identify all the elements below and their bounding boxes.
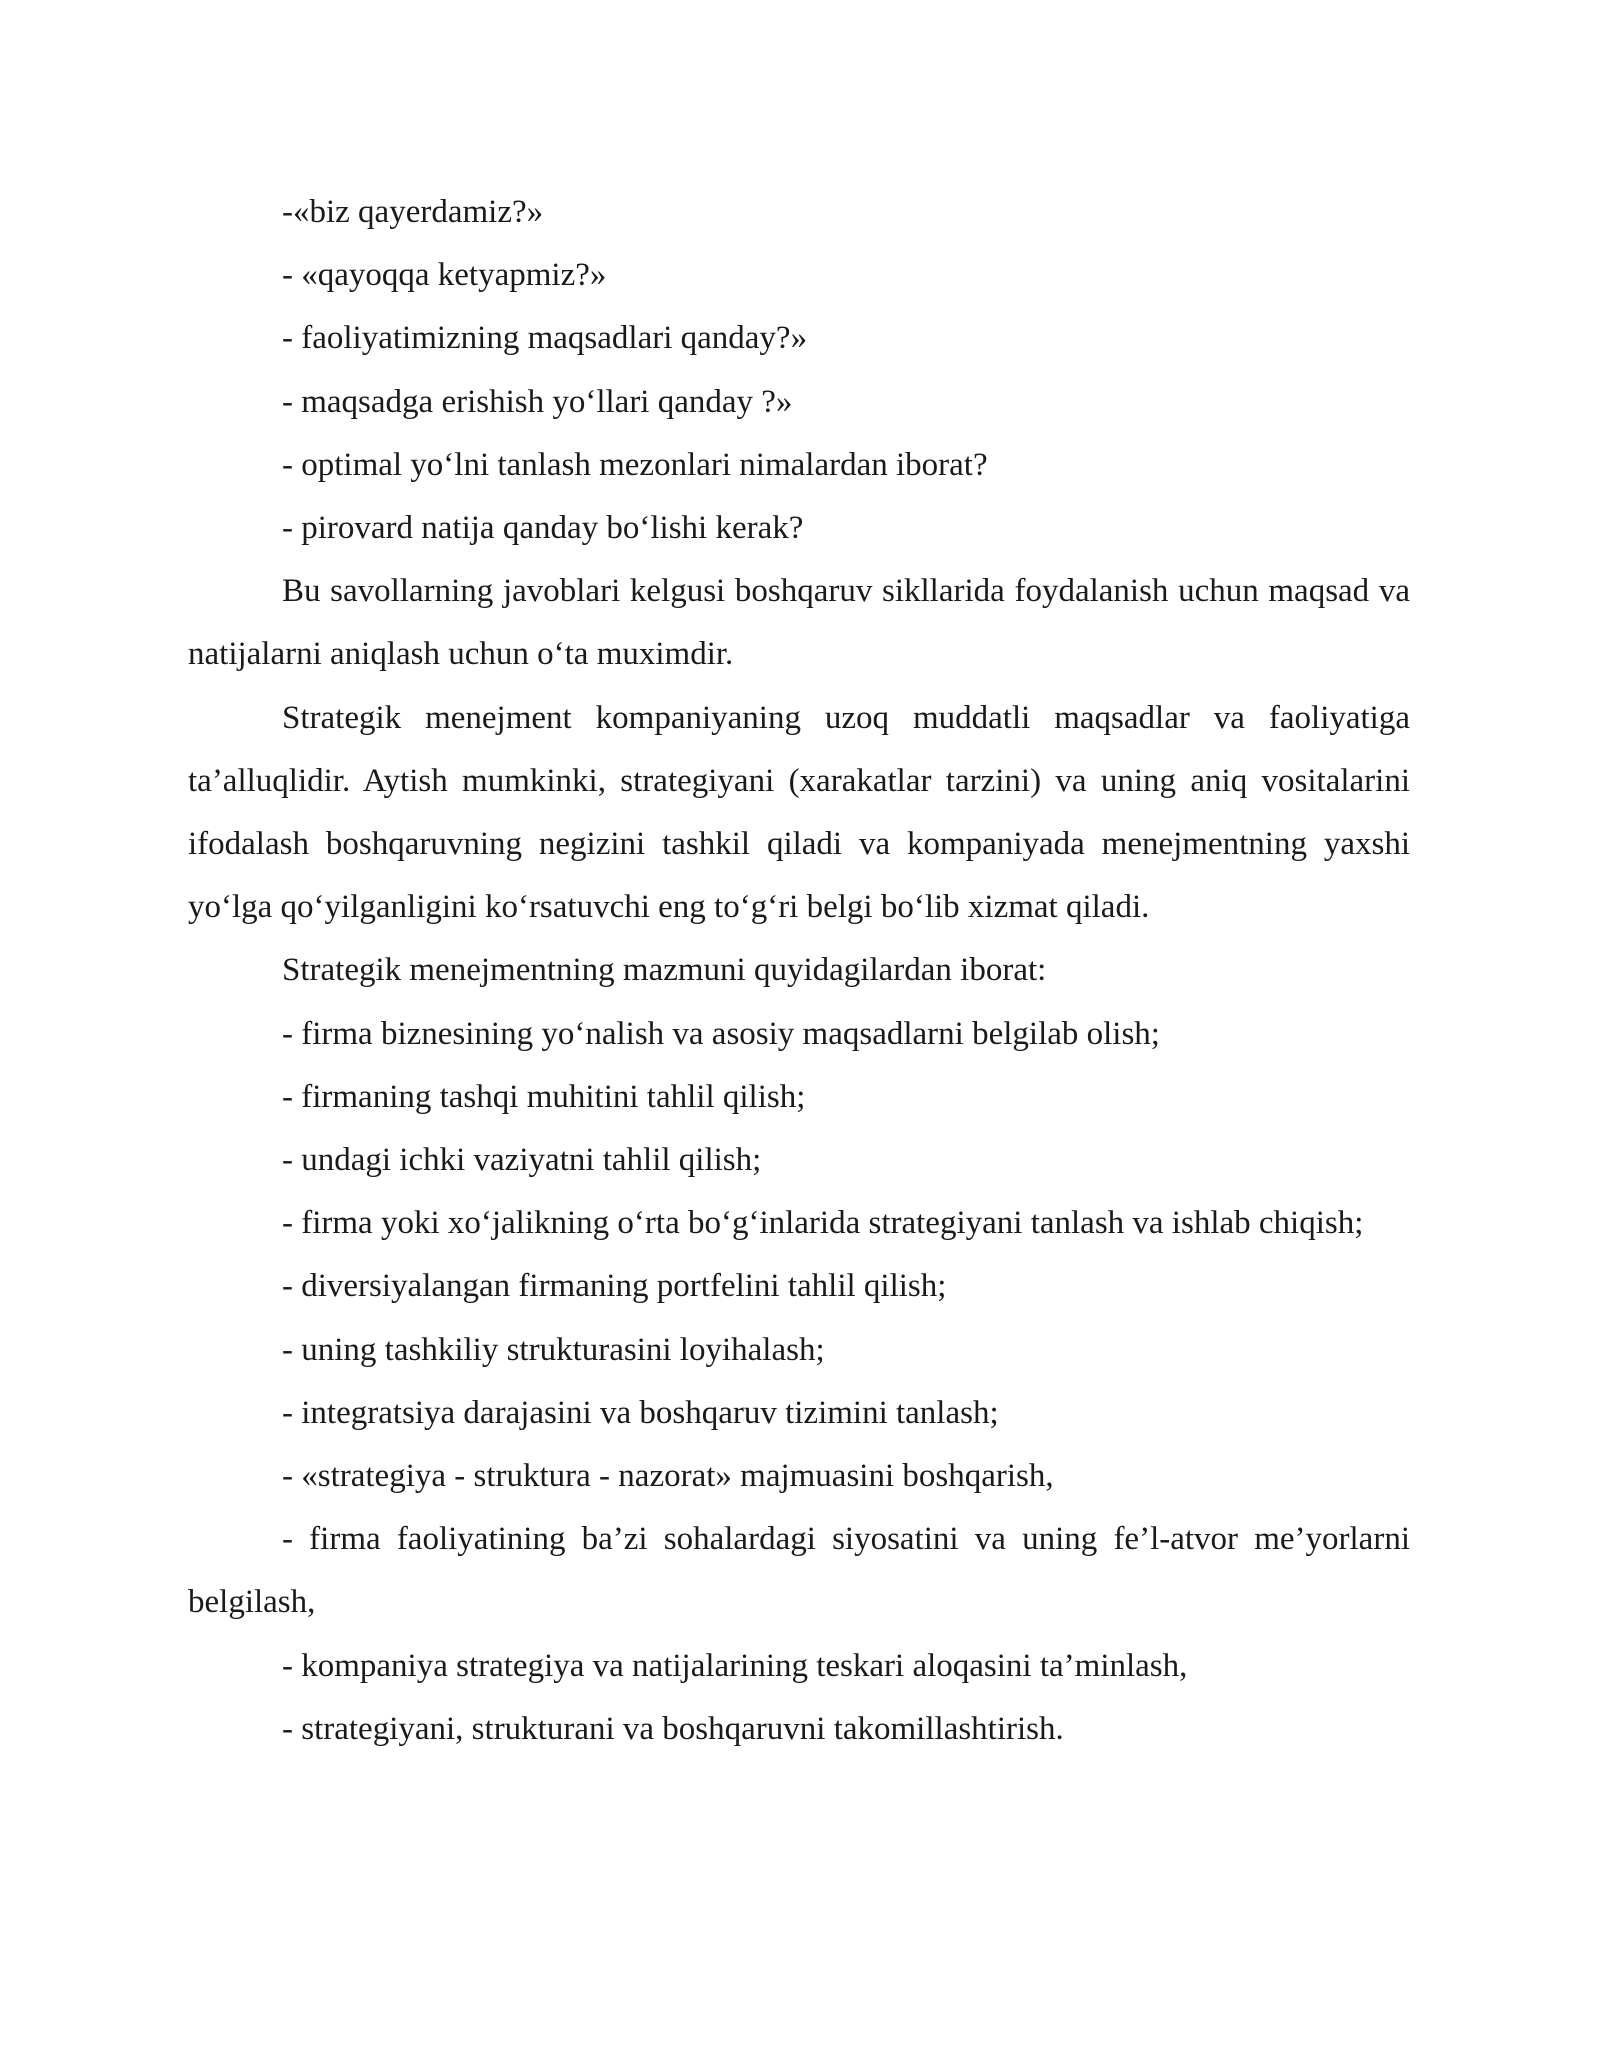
paragraph-content-intro: Strategik menejmentning mazmuni quyidagilardan iborat:: [282, 952, 1047, 989]
question-line-4: - maqsadga erishish yo‘llari qanday ?»: [282, 383, 793, 420]
list-item-4: - firma yoki xo‘jalikning o‘rta bo‘g‘inlarida strategiyani tanlash va ishlab chiqish;: [282, 1205, 1364, 1242]
list-item-7: - integratsiya darajasini va boshqaruv tizimini tanlash;: [282, 1394, 999, 1431]
question-line-1: -«biz qayerdamiz?»: [282, 194, 544, 230]
question-line-6: - pirovard natija qanday bo‘lishi kerak?: [282, 510, 804, 547]
question-line-2: - «qayoqqa ketyapmiz?»: [282, 257, 607, 294]
list-item-8: - «strategiya - struktura - nazorat» majmuasini boshqarish,: [282, 1458, 1054, 1495]
question-line-5: - optimal yo‘lni tanlash mezonlari nimalardan iborat?: [282, 446, 988, 483]
list-item-6: - uning tashkiliy strukturasini loyihalash;: [282, 1331, 825, 1368]
list-item-3: - undagi ichki vaziyatni tahlil qilish;: [282, 1142, 762, 1179]
list-item-10: - kompaniya strategiya va natijalarining teskari aloqasini ta’minlash,: [282, 1647, 1188, 1684]
paragraph-strategic-management: Strategik menejment kompaniyaning uzoq muddatli maqsadlar va faoliyatiga ta’alluqlidir. Aytish mumkinki, strategiyani (xarakatlar tarzini) va uning aniq vositalarini ifodalash boshqaruvning negizini tashkil qiladi va kompaniyada menejmentning yaxshi yo‘lga qo‘yilganligini ko‘rsatuvchi eng to‘g‘ri belgi bo‘lib xizmat qiladi.: [188, 699, 1410, 926]
list-item-2: - firmaning tashqi muhitini tahlil qilish;: [282, 1078, 806, 1115]
document-body: [188, 181, 1410, 1761]
list-item-9: - firma faoliyatining ba’zi sohalardagi siyosatini va uning fe’l-atvor me’yorlarni belgilash,: [188, 1521, 1410, 1621]
paragraph-answers: Bu savollarning javoblari kelgusi boshqaruv sikllarida foydalanish uchun maqsad va natijalarni aniqlash uchun o‘ta muximdir.: [188, 573, 1410, 673]
list-item-11: - strategiyani, strukturani va boshqaruvni takomillashtirish.: [282, 1710, 1064, 1747]
list-item-5: - diversiyalangan firmaning portfelini tahlil qilish;: [282, 1268, 947, 1305]
question-line-3: - faoliyatimizning maqsadlari qanday?»: [282, 320, 808, 357]
list-item-1: - firma biznesining yo‘nalish va asosiy maqsadlarni belgilab olish;: [282, 1015, 1160, 1052]
